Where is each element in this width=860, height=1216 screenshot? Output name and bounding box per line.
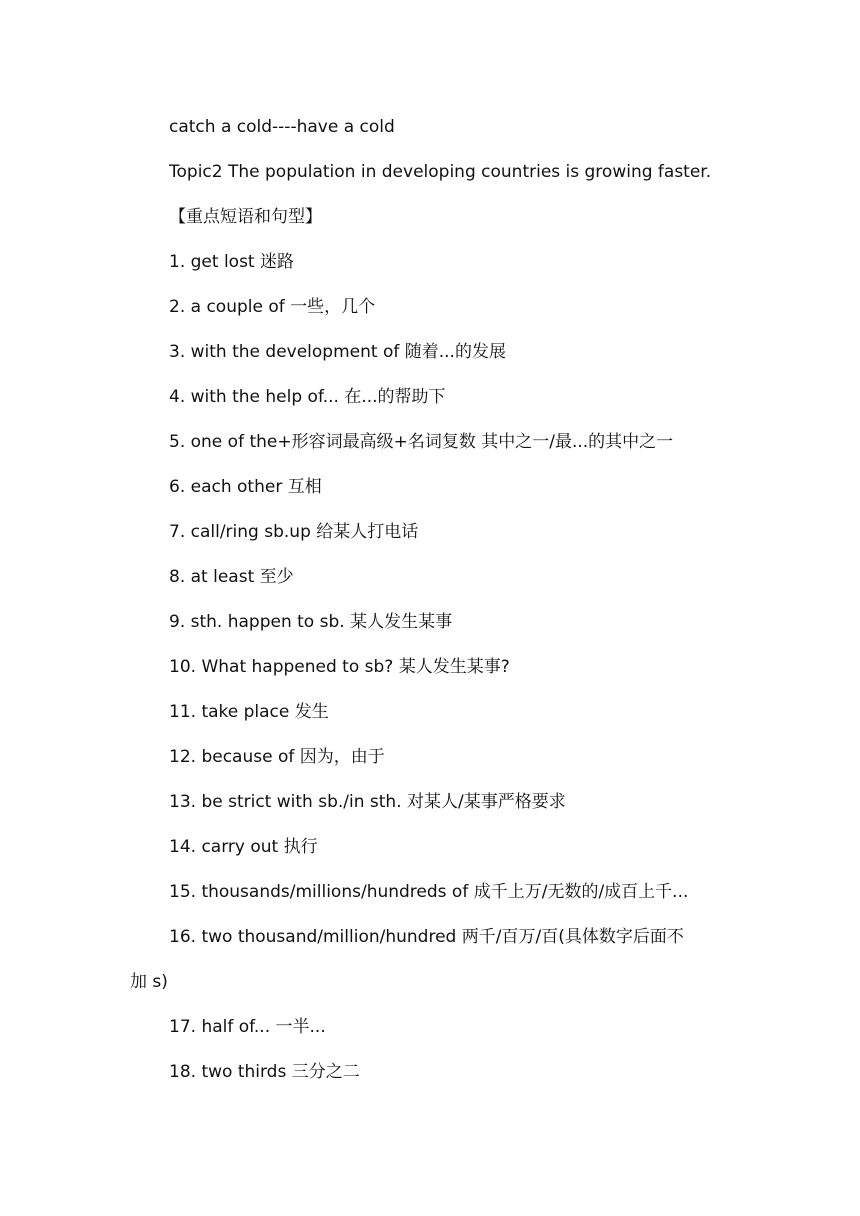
phrase-item: 17. half of... 一半... [169, 1017, 326, 1037]
phrase-item: 13. be strict with sb./in sth. 对某人/某事严格要求 [169, 792, 566, 812]
phrase-item: 9. sth. happen to sb. 某人发生某事 [169, 612, 453, 632]
phrase-item: 4. with the help of... 在...的帮助下 [169, 387, 446, 407]
phrase-item: 15. thousands/millions/hundreds of 成千上万/无数的/成百上千... [169, 882, 689, 902]
text-line: catch a cold----have a cold [169, 117, 395, 137]
phrase-item: 18. two thirds 三分之二 [169, 1062, 360, 1082]
phrase-item: 11. take place 发生 [169, 702, 329, 722]
phrase-item: 1. get lost 迷路 [169, 252, 294, 272]
phrase-item: 8. at least 至少 [169, 567, 294, 587]
phrase-item: 12. because of 因为，由于 [169, 747, 385, 767]
phrase-item-16: 16. two thousand/million/hundred 两千/百万/百(具体数字后面不 [169, 927, 684, 947]
phrase-item: 2. a couple of 一些，几个 [169, 297, 376, 317]
topic-heading: Topic2 The population in developing countries is growing faster. [169, 162, 712, 182]
section-heading: 【重点短语和句型】 [169, 207, 322, 227]
phrase-item: 3. with the development of 随着...的发展 [169, 342, 506, 362]
phrase-item: 7. call/ring sb.up 给某人打电话 [169, 522, 419, 542]
phrase-item: 6. each other 互相 [169, 477, 322, 497]
phrase-item: 5. one of the+形容词最高级+名词复数 其中之一/最...的其中之一 [169, 432, 674, 452]
phrase-item-16-continuation: 加 s) [130, 972, 168, 992]
phrase-item: 14. carry out 执行 [169, 837, 318, 857]
document-body [130, 105, 740, 1095]
phrase-item: 10. What happened to sb? 某人发生某事? [169, 657, 510, 677]
